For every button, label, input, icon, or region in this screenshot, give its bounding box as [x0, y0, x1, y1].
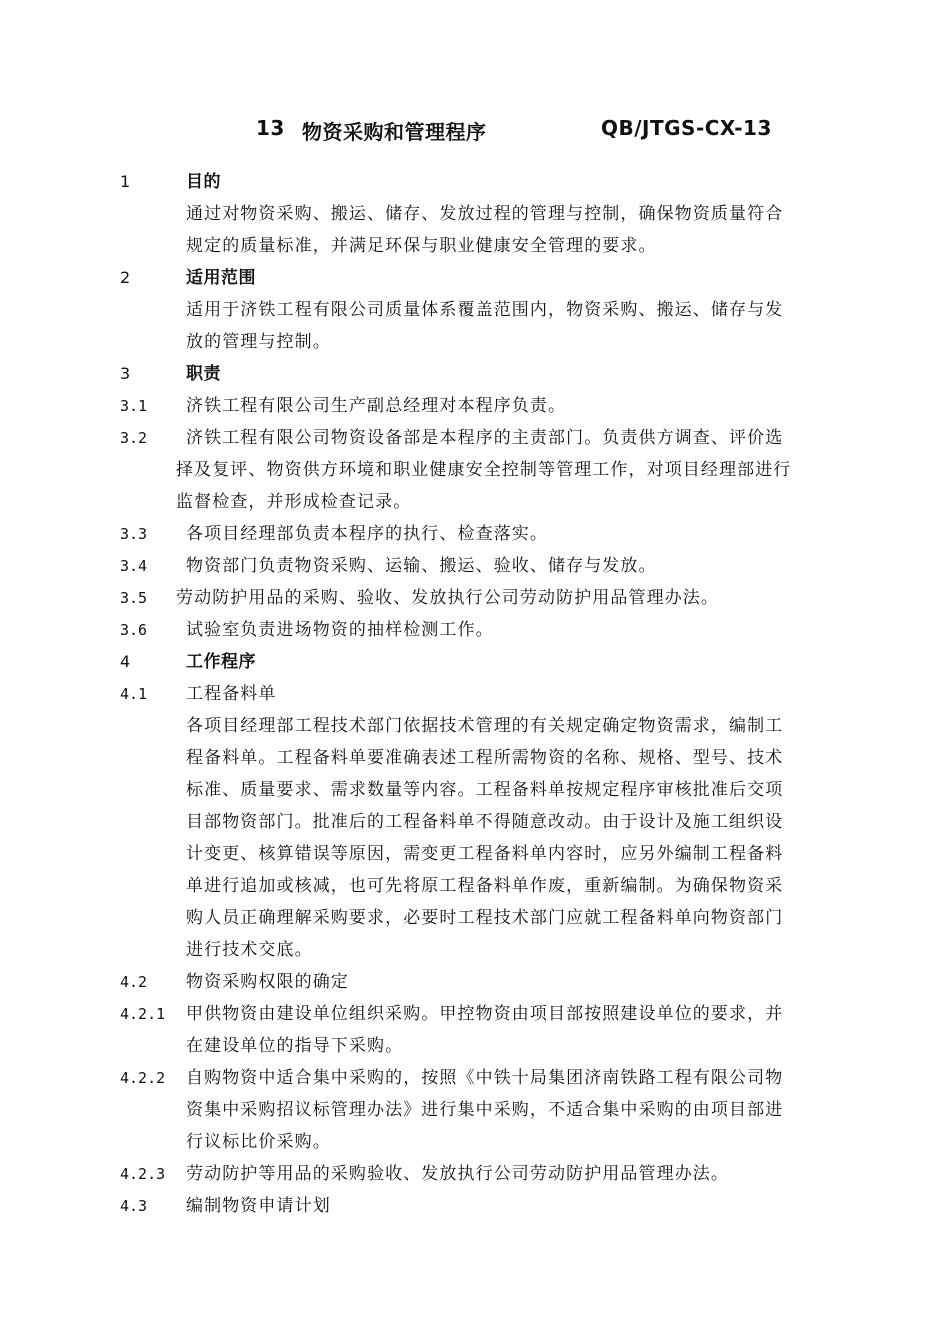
paragraph-text: 监督检查，并形成检查记录。	[176, 492, 412, 512]
section-number: 4.2.3	[120, 1165, 166, 1183]
section-number: 3.6	[120, 621, 148, 639]
paragraph-text: 资集中采购招议标管理办法》进行集中采购，不适合集中采购的由项目部进	[186, 1100, 784, 1120]
paragraph-text: 自购物资中适合集中采购的，按照《中铁十局集团济南铁路工程有限公司物	[186, 1068, 784, 1088]
paragraph-text: 择及复评、物资供方环境和职业健康安全控制等管理工作，对项目经理部进行	[176, 460, 792, 480]
paragraph-line	[0, 711, 950, 741]
paragraph-line	[0, 871, 950, 901]
section-heading-text: 工作程序	[186, 652, 256, 672]
section-number: 3.1	[120, 397, 148, 415]
paragraph-line	[0, 903, 950, 933]
title-text: 物资采购和管理程序	[302, 120, 487, 144]
paragraph-line	[0, 743, 950, 773]
paragraph-line	[0, 231, 950, 261]
section-heading-text: 职责	[186, 364, 221, 384]
numbered-paragraph	[0, 583, 950, 613]
document-code: QB/JTGS-CX-13	[601, 116, 772, 140]
numbered-paragraph	[0, 391, 950, 421]
numbered-paragraph	[0, 999, 950, 1029]
paragraph-text: 通过对物资采购、搬运、储存、发放过程的管理与控制，确保物资质量符合	[186, 204, 784, 224]
paragraph-line	[0, 1127, 950, 1157]
paragraph-line	[0, 839, 950, 869]
section-number: 3.5	[120, 589, 148, 607]
paragraph-text: 行议标比价采购。	[186, 1132, 331, 1152]
section-number: 4.1	[120, 685, 148, 703]
paragraph-text: 劳动防护等用品的采购验收、发放执行公司劳动防护用品管理办法。	[186, 1164, 729, 1184]
paragraph-text: 购人员正确理解采购要求，必要时工程技术部门应就工程备料单向物资部门	[186, 908, 784, 928]
section-heading	[0, 359, 950, 389]
title-number: 13	[256, 116, 285, 140]
paragraph-line	[0, 487, 950, 517]
paragraph-text: 甲供物资由建设单位组织采购。甲控物资由项目部按照建设单位的要求，并	[186, 1004, 784, 1024]
numbered-paragraph	[0, 1159, 950, 1189]
paragraph-text: 规定的质量标准，并满足环保与职业健康安全管理的要求。	[186, 236, 657, 256]
paragraph-line	[0, 295, 950, 325]
section-heading	[0, 167, 950, 197]
section-heading	[0, 647, 950, 677]
numbered-paragraph	[0, 679, 950, 709]
paragraph-text: 济铁工程有限公司物资设备部是本程序的主责部门。负责供方调查、评价选	[186, 428, 784, 448]
numbered-paragraph	[0, 1191, 950, 1221]
paragraph-text: 物资部门负责物资采购、运输、搬运、验收、储存与发放。	[186, 556, 657, 576]
paragraph-text: 各项目经理部工程技术部门依据技术管理的有关规定确定物资需求，编制工	[186, 716, 784, 736]
paragraph-text: 工程备料单	[186, 684, 277, 704]
section-number: 2	[120, 268, 131, 287]
section-number: 1	[120, 172, 131, 191]
paragraph-line	[0, 327, 950, 357]
paragraph-text: 单进行追加或核减，也可先将原工程备料单作废，重新编制。为确保物资采	[186, 876, 784, 896]
section-heading-text: 目的	[186, 172, 221, 192]
paragraph-text: 济铁工程有限公司生产副总经理对本程序负责。	[186, 396, 567, 416]
paragraph-line	[0, 455, 950, 485]
numbered-paragraph	[0, 615, 950, 645]
paragraph-text: 物资采购权限的确定	[186, 972, 349, 992]
paragraph-text: 计变更、核算错误等原因，需变更工程备料单内容时，应另外编制工程备料	[186, 844, 784, 864]
paragraph-text: 各项目经理部负责本程序的执行、检查落实。	[186, 524, 548, 544]
paragraph-text: 目部物资部门。批准后的工程备料单不得随意改动。由于设计及施工组织设	[186, 812, 784, 832]
numbered-paragraph	[0, 519, 950, 549]
document-title	[0, 116, 950, 148]
section-number: 3.4	[120, 557, 148, 575]
paragraph-text: 试验室负责进场物资的抽样检测工作。	[186, 620, 494, 640]
paragraph-text: 适用于济铁工程有限公司质量体系覆盖范围内，物资采购、搬运、储存与发	[186, 300, 784, 320]
paragraph-text: 劳动防护用品的采购、验收、发放执行公司劳动防护用品管理办法。	[176, 588, 719, 608]
paragraph-text: 程备料单。工程备料单要准确表述工程所需物资的名称、规格、型号、技术	[186, 748, 784, 768]
numbered-paragraph	[0, 967, 950, 997]
paragraph-line	[0, 935, 950, 965]
section-number: 3.2	[120, 429, 148, 447]
paragraph-line	[0, 1031, 950, 1061]
paragraph-line	[0, 775, 950, 805]
section-number: 3	[120, 364, 131, 383]
paragraph-line	[0, 199, 950, 229]
paragraph-line	[0, 807, 950, 837]
paragraph-text: 在建设单位的指导下采购。	[186, 1036, 404, 1056]
section-heading-text: 适用范围	[186, 268, 256, 288]
paragraph-line	[0, 1095, 950, 1125]
section-number: 4.2.1	[120, 1005, 166, 1023]
numbered-paragraph	[0, 551, 950, 581]
section-heading	[0, 263, 950, 293]
paragraph-text: 进行技术交底。	[186, 940, 313, 960]
paragraph-text: 放的管理与控制。	[186, 332, 331, 352]
numbered-paragraph	[0, 1063, 950, 1093]
section-number: 4.2	[120, 973, 148, 991]
numbered-paragraph	[0, 423, 950, 453]
section-number: 4.2.2	[120, 1069, 166, 1087]
paragraph-text: 编制物资申请计划	[186, 1196, 331, 1216]
section-number: 4.3	[120, 1197, 148, 1215]
section-number: 4	[120, 652, 131, 671]
paragraph-text: 标准、质量要求、需求数量等内容。工程备料单按规定程序审核批准后交项	[186, 780, 784, 800]
section-number: 3.3	[120, 525, 148, 543]
